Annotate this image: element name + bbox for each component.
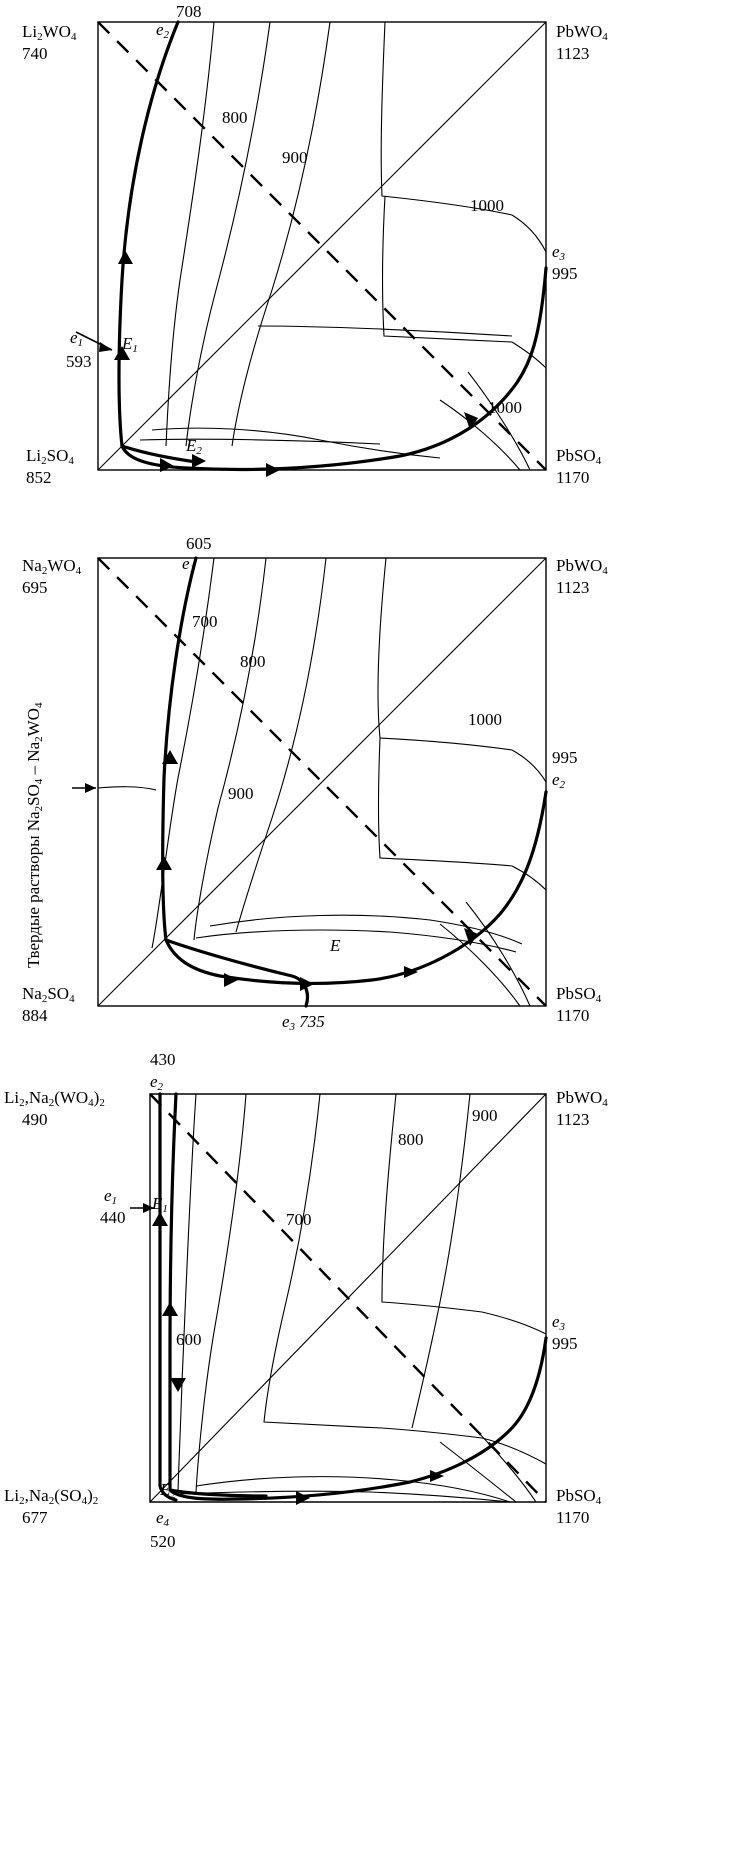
panel-2-bottom-left-temp: 884 <box>22 1006 48 1025</box>
panel-3-top-right-compound: PbWO$_4$ <box>556 1088 608 1109</box>
panel-1-e1-label: $e_1$ <box>70 328 84 349</box>
panel-3-top-left-compound: $Li_2,Na_2(WO_4)_2$ <box>4 1088 105 1109</box>
panel-1-e1-temp: 593 <box>66 352 92 371</box>
panel-3-arrowheads <box>152 1212 444 1505</box>
panel-3-drawing <box>0 1062 731 1851</box>
panel-2-e1-label: $e_1$ <box>182 554 196 575</box>
panel-3-bold-curve <box>170 1094 546 1499</box>
panel-3-bottom-left-compound: $Li_2,Na_2(SO_4)_2$ <box>4 1486 99 1507</box>
panel-1-bottom-right-compound: PbSO$_4$ <box>556 446 602 467</box>
panel-1-arrowheads <box>114 250 478 477</box>
panel-3-top-left-temp: 490 <box>22 1110 48 1129</box>
panel-3-isotherm-900: 900 <box>472 1106 498 1125</box>
panel-2-drawing <box>0 528 731 1048</box>
panel-3-top-right-temp: 1123 <box>556 1110 590 1129</box>
panel-3-isotherm-600: 600 <box>176 1330 202 1349</box>
phase-diagram-panel-1 <box>0 0 731 520</box>
panel-1-bottom-right-temp: 1170 <box>556 468 590 487</box>
panel-2-solid-solution-line <box>98 787 156 790</box>
panel-2-bottom-right-compound: PbSO$_4$ <box>556 984 602 1005</box>
panel-2-top-left-compound: $Na_2WO_4$ <box>22 556 82 577</box>
panel-3-bottom-right-compound: PbSO$_4$ <box>556 1486 602 1507</box>
panel-2-isotherm-800: 800 <box>240 652 266 671</box>
panel-3-e3-label: $e_3$ <box>552 1312 566 1333</box>
panel-1-isotherm-1000-lower: 1000 <box>488 398 522 417</box>
panel-2-e1-temp: 605 <box>186 534 212 553</box>
panel-2-e2-label: $e_2$ <box>552 770 566 791</box>
panel-3-e3-temp: 995 <box>552 1334 578 1353</box>
phase-diagram-panel-2 <box>0 528 731 1048</box>
panel-1-bold-e2-branch <box>122 446 196 462</box>
panel-1-E2-label: $E_2$ <box>186 436 202 457</box>
panel-1-bold-curve <box>119 22 546 470</box>
panel-1-drawing <box>0 0 731 520</box>
panel-2-top-right-temp: 1123 <box>556 578 590 597</box>
panel-3-e4-label: $e_4$ <box>156 1508 170 1529</box>
panel-1-top-right-compound: PbWO$_4$ <box>556 22 608 43</box>
panel-2-top-right-compound: PbWO$_4$ <box>556 556 608 577</box>
panel-2-bottom-right-temp: 1170 <box>556 1006 590 1025</box>
panel-3-bottom-left-temp: 677 <box>22 1508 48 1527</box>
panel-3-e4-temp: 520 <box>150 1532 176 1551</box>
panel-1-isotherm-800: 800 <box>222 108 248 127</box>
panel-1-top-right-temp: 1123 <box>556 44 590 63</box>
panel-3-bottom-right-temp: 1170 <box>556 1508 590 1527</box>
panel-3-e2-temp: 430 <box>150 1050 176 1069</box>
phase-diagram-panel-3 <box>0 1050 731 1851</box>
panel-2-bold-curve <box>163 558 546 983</box>
panel-2-isotherm-900: 900 <box>228 784 254 803</box>
panel-1-bottom-left-compound: $Li_2SO_4$ <box>26 446 74 467</box>
panel-1-e3-temp: 995 <box>552 264 578 283</box>
panel-2-E-label: E <box>330 936 341 955</box>
panel-1-isotherm-900: 900 <box>282 148 308 167</box>
panel-3-e2-label: $e_2$ <box>150 1072 164 1093</box>
panel-3-isotherm-800: 800 <box>398 1130 424 1149</box>
panel-1-top-left-temp: 740 <box>22 44 48 63</box>
panel-2-top-left-temp: 695 <box>22 578 48 597</box>
panel-1-bottom-left-temp: 852 <box>26 468 52 487</box>
panel-2-bottom-left-compound: $Na_2SO_4$ <box>22 984 75 1005</box>
panel-3-E2-label: $E_2$ <box>160 1480 176 1501</box>
panel-1-e2-temp: 708 <box>176 2 202 21</box>
panel-1-isotherm-1000-upper: 1000 <box>470 196 504 215</box>
panel-2-axis-caption: Твердые растворы $Na_2SO_4 - Na_2WO_4$ <box>24 702 45 968</box>
panel-2-e2-temp: 995 <box>552 748 578 767</box>
panel-1-e3-label: $e_3$ <box>552 242 566 263</box>
panel-3-E1-label: $E_1$ <box>152 1194 168 1215</box>
panel-2-e3-label: $e_3$ 735 <box>282 1012 325 1033</box>
panel-2-isotherm-700: 700 <box>192 612 218 631</box>
panel-1-top-left-compound: $Li_2WO_4$ <box>22 22 77 43</box>
panel-3-e1-label: $e_1$ <box>104 1186 118 1207</box>
panel-3-isotherm-700: 700 <box>286 1210 312 1229</box>
panel-3-e1-temp: 440 <box>100 1208 126 1227</box>
panel-1-E1-label: $E_1$ <box>122 334 138 355</box>
panel-2-isotherm-1000: 1000 <box>468 710 502 729</box>
panel-1-e2-label: $e_2$ <box>156 20 170 41</box>
panel-2-bold-e3-branch <box>166 940 307 1006</box>
